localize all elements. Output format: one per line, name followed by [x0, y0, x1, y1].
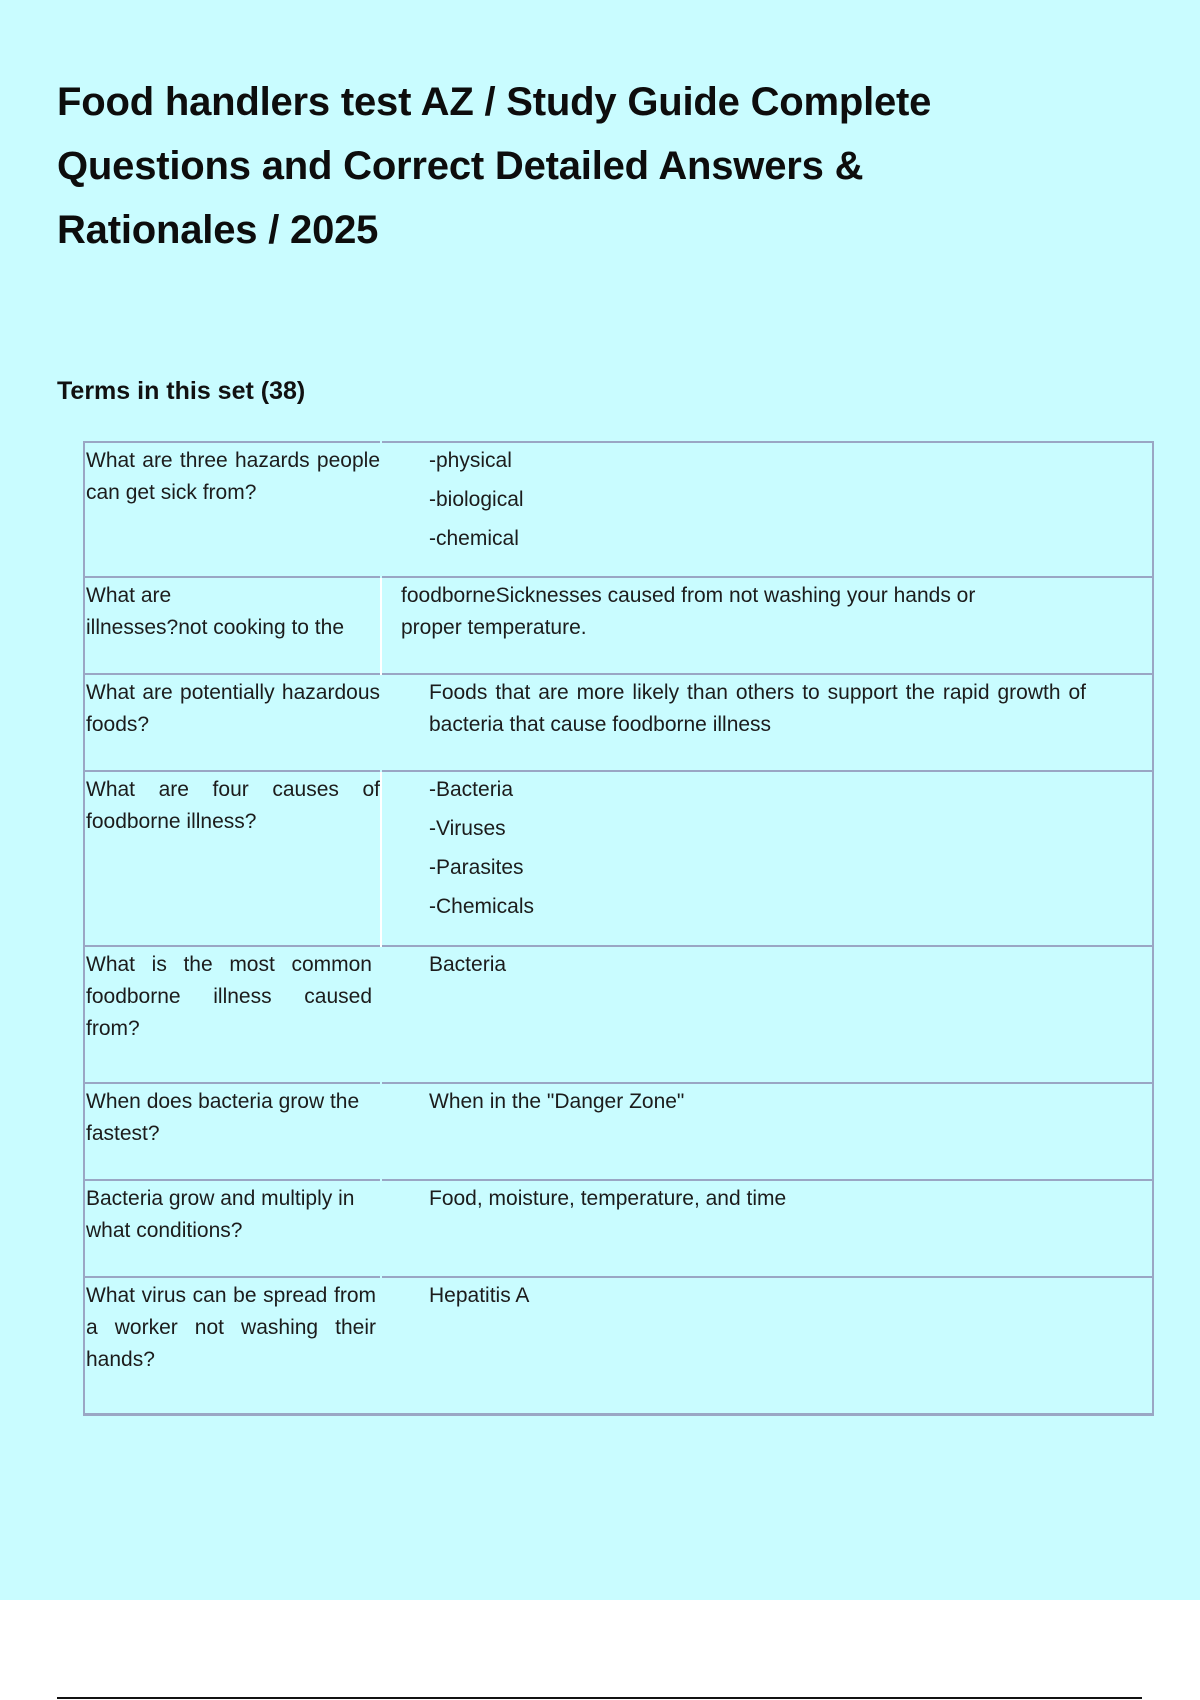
term-answer: Hepatitis A	[381, 1277, 1153, 1414]
term-row	[84, 1180, 1153, 1277]
term-question: When does bacteria grow the fastest?	[84, 1083, 381, 1180]
answer-line: -Parasites	[429, 856, 524, 879]
question-line: illnesses?not cooking to the	[86, 616, 344, 639]
document-title	[57, 70, 1057, 262]
term-question	[84, 577, 381, 674]
term-question: What is the most common foodborne illness caused from?	[84, 946, 381, 1083]
term-answer: Bacteria	[381, 946, 1153, 1083]
title-line: Questions and Correct Detailed Answers &	[57, 144, 864, 188]
answer-line: -physical	[429, 449, 512, 472]
answer-line: -Bacteria	[429, 778, 514, 801]
term-answer	[381, 771, 1153, 946]
term-row	[84, 442, 1153, 577]
footer-divider	[57, 1697, 1142, 1699]
term-row	[84, 577, 1153, 674]
term-question: Bacteria grow and multiply in what conditions?	[84, 1180, 381, 1277]
term-answer	[381, 442, 1153, 577]
term-row	[84, 674, 1153, 771]
terms-heading: Terms in this set (38)	[57, 377, 306, 405]
term-row	[84, 771, 1153, 946]
term-row	[84, 1083, 1153, 1180]
term-question: What are three hazards people can get sick from?	[84, 442, 381, 577]
term-answer	[381, 577, 1153, 674]
term-answer: Foods that are more likely than others to support the rapid growth of bacteria that cause foodborne illness	[381, 674, 1153, 771]
title-line: Rationales / 2025	[57, 208, 379, 252]
answer-line: -Viruses	[429, 817, 506, 840]
term-row	[84, 946, 1153, 1083]
term-answer: Food, moisture, temperature, and time	[381, 1180, 1153, 1277]
term-row	[84, 1277, 1153, 1414]
title-line: Food handlers test AZ / Study Guide Complete	[57, 80, 932, 124]
term-question: What are potentially hazardous foods?	[84, 674, 381, 771]
answer-line: -biological	[429, 488, 524, 511]
term-question: What are four causes of foodborne illness?	[84, 771, 381, 946]
answer-line: foodborneSicknesses caused from not washing your hands or	[401, 584, 976, 607]
term-answer: When in the "Danger Zone"	[381, 1083, 1153, 1180]
answer-line: -Chemicals	[429, 895, 535, 918]
terms-table	[83, 441, 1154, 1416]
answer-line: -chemical	[429, 527, 519, 550]
term-question: What virus can be spread from a worker not washing their hands?	[84, 1277, 381, 1414]
question-line: What are	[86, 584, 172, 607]
answer-line: proper temperature.	[401, 616, 587, 639]
